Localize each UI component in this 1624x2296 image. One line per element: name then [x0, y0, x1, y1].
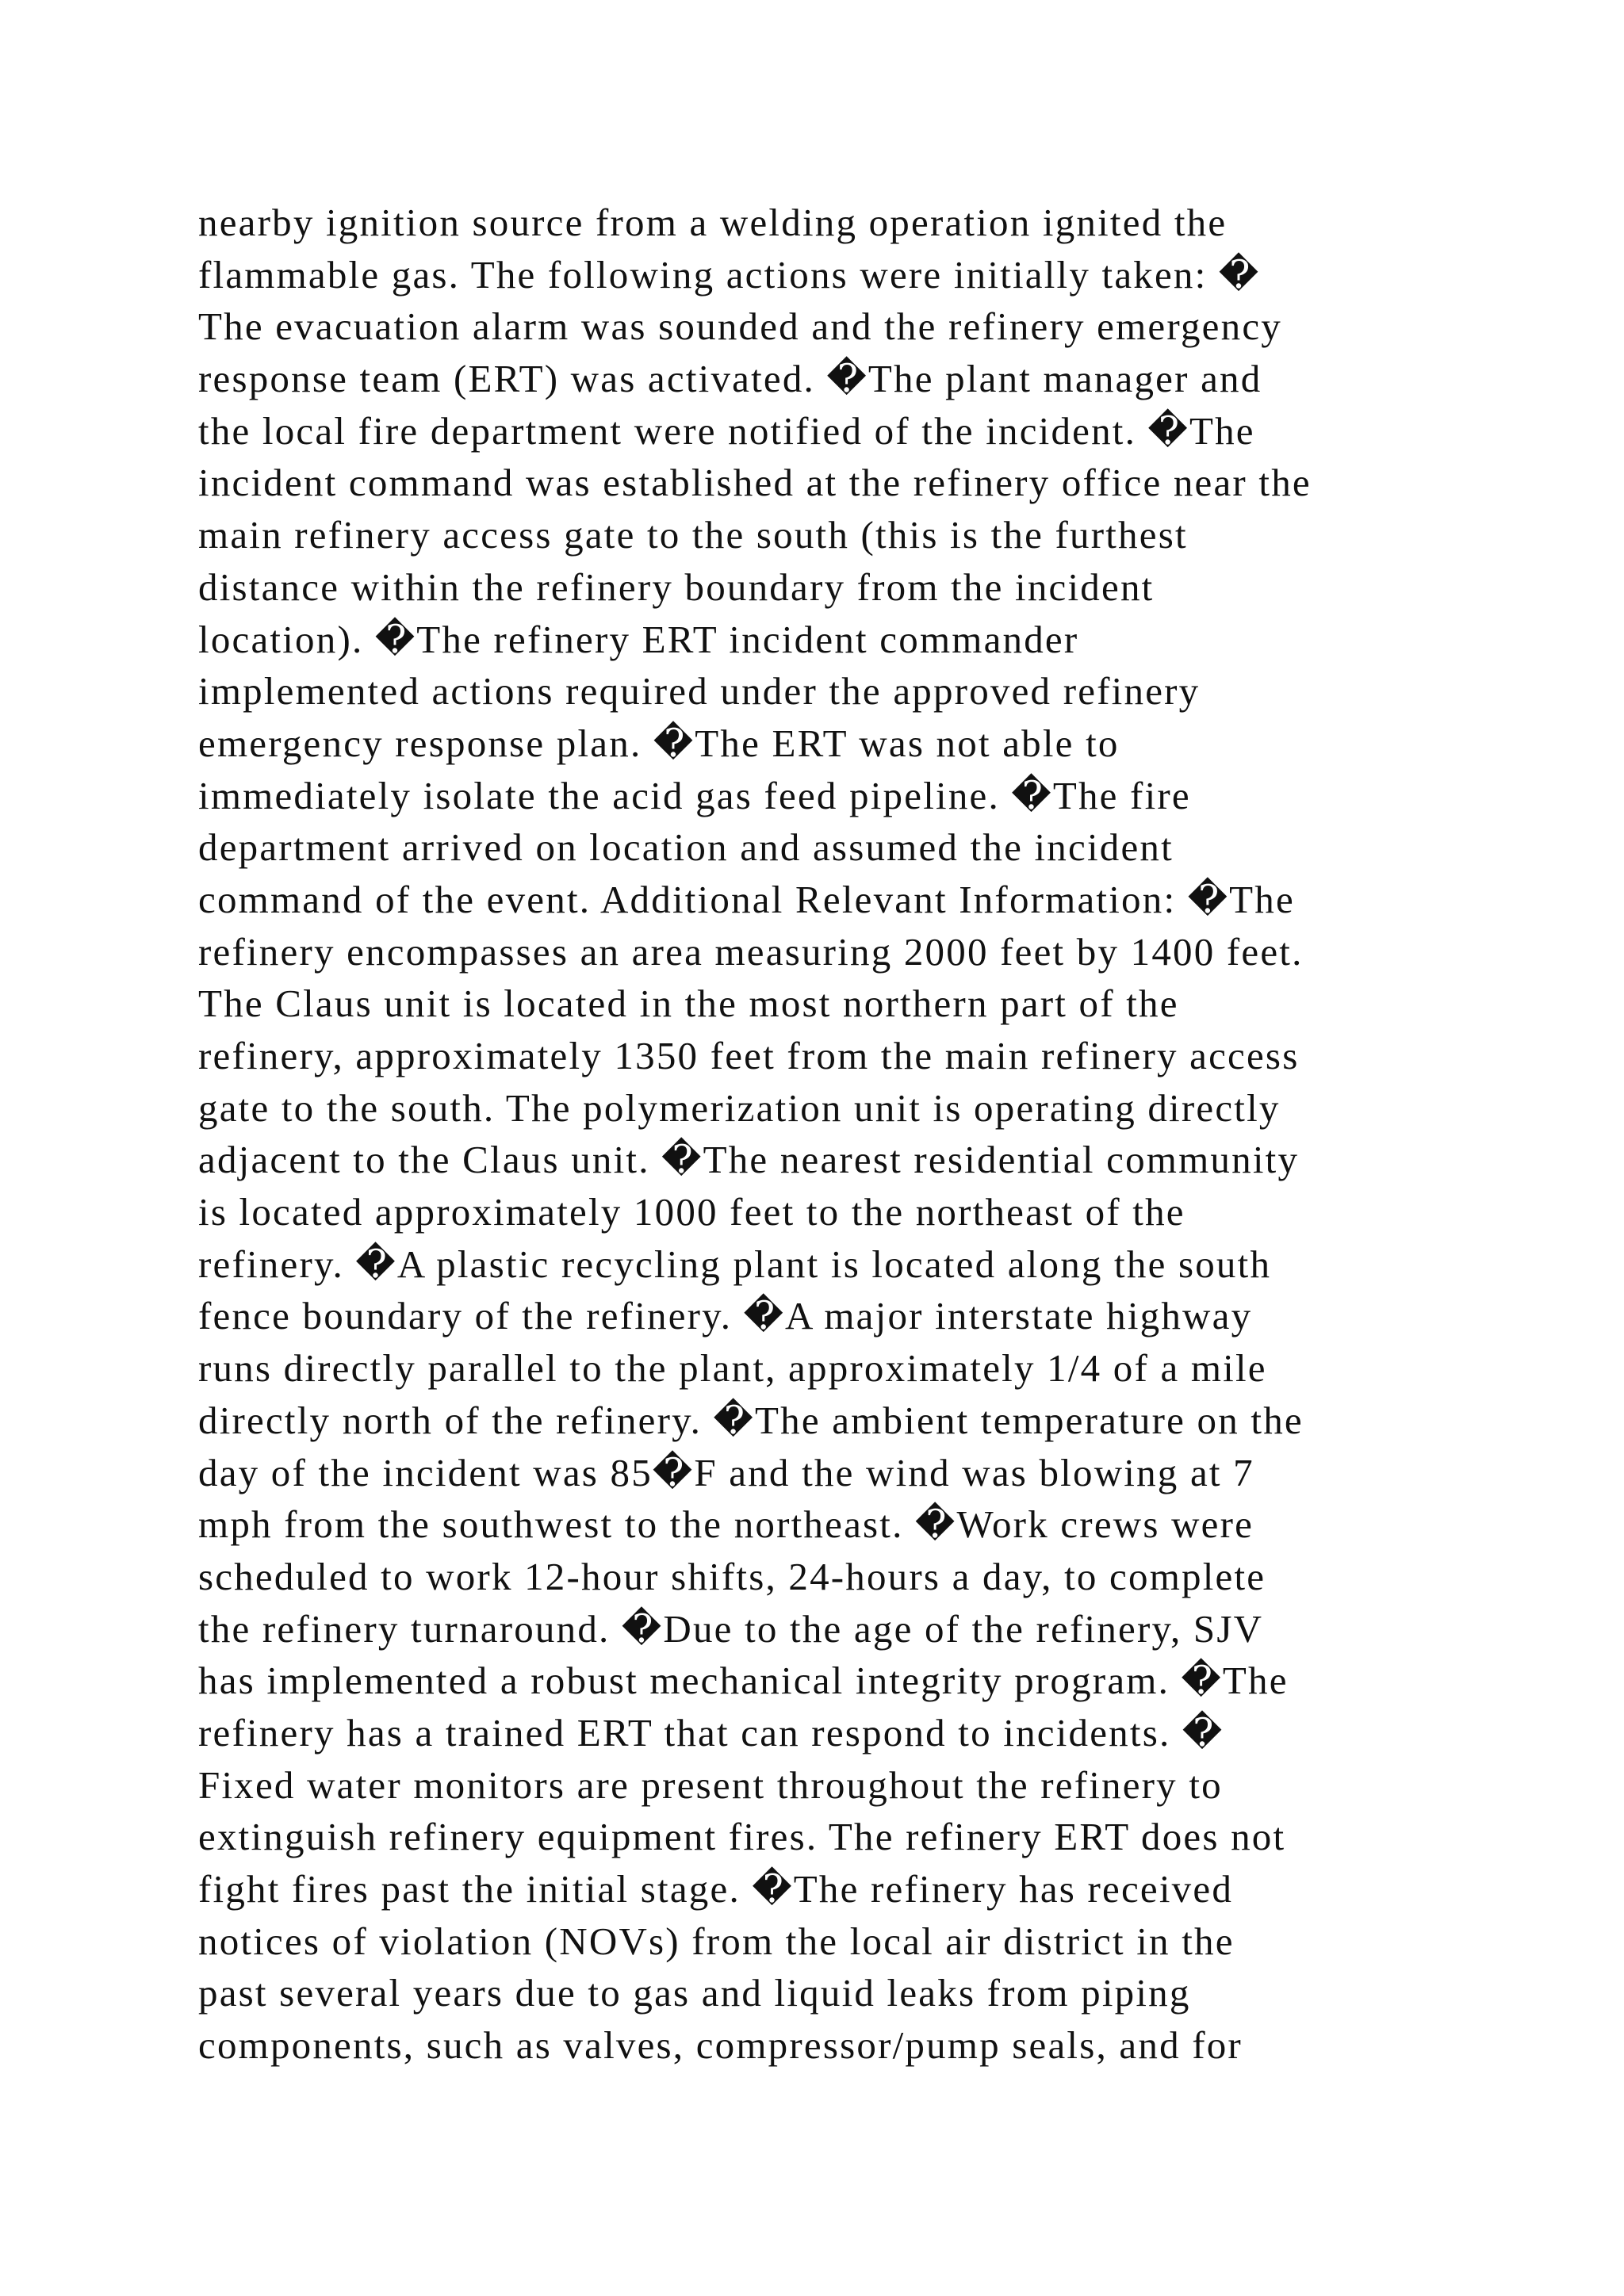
- text-line-31: Fixed water monitors are present throughout the refinery to: [198, 1762, 1223, 1807]
- text-line-33: fight fires past the initial stage. �The refinery has received: [198, 1867, 1234, 1911]
- text-line-6: incident command was established at the refinery office near the: [198, 461, 1312, 505]
- text-line-26: mph from the southwest to the northeast. �Work crews were: [198, 1502, 1254, 1547]
- text-line-18: gate to the south. The polymerization unit is operating directly: [198, 1085, 1281, 1130]
- text-line-9: location). �The refinery ERT incident commander: [198, 617, 1079, 661]
- text-line-15: refinery encompasses an area measuring 2000 feet by 1400 feet.: [198, 929, 1304, 974]
- text-line-24: directly north of the refinery. �The ambient temperature on the: [198, 1398, 1304, 1442]
- text-line-30: refinery has a trained ERT that can respond to incidents. �: [198, 1710, 1224, 1755]
- text-line-35: past several years due to gas and liquid leaks from piping: [198, 1971, 1191, 2015]
- text-line-2: flammable gas. The following actions were initially taken: �: [198, 252, 1261, 297]
- text-line-16: The Claus unit is located in the most northern part of the: [198, 982, 1179, 1026]
- text-line-34: notices of violation (NOVs) from the local air district in the: [198, 1919, 1235, 1963]
- text-line-5: the local fire department were notified of the incident. �The: [198, 408, 1255, 453]
- text-line-12: immediately isolate the acid gas feed pipeline. �The fire: [198, 773, 1191, 817]
- text-line-21: refinery. �A plastic recycling plant is located along the south: [198, 1242, 1272, 1286]
- text-line-22: fence boundary of the refinery. �A major interstate highway: [198, 1294, 1253, 1338]
- text-line-28: the refinery turnaround. �Due to the age of the refinery, SJV: [198, 1606, 1264, 1651]
- text-line-11: emergency response plan. �The ERT was not able to: [198, 721, 1120, 765]
- text-line-4: response team (ERT) was activated. �The plant manager and: [198, 357, 1262, 401]
- text-line-29: has implemented a robust mechanical integrity program. �The: [198, 1659, 1289, 1703]
- text-line-10: implemented actions required under the approved refinery: [198, 669, 1201, 714]
- text-line-3: The evacuation alarm was sounded and the refinery emergency: [198, 304, 1282, 349]
- text-line-19: adjacent to the Claus unit. �The nearest residential community: [198, 1138, 1300, 1182]
- text-line-27: scheduled to work 12-hour shifts, 24-hours a day, to complete: [198, 1554, 1266, 1598]
- text-line-8: distance within the refinery boundary from the incident: [198, 564, 1155, 609]
- text-line-25: day of the incident was 85�F and the wind was blowing at 7: [198, 1450, 1254, 1494]
- body-text: [198, 197, 1499, 2072]
- text-line-36: components, such as valves, compressor/pump seals, and for: [198, 2023, 1243, 2068]
- text-line-17: refinery, approximately 1350 feet from the main refinery access: [198, 1034, 1300, 1077]
- text-line-13: department arrived on location and assumed the incident: [198, 825, 1174, 870]
- text-line-1: nearby ignition source from a welding operation ignited the: [198, 201, 1228, 244]
- text-line-14: command of the event. Additional Relevant Information: �The: [198, 877, 1295, 921]
- text-line-32: extinguish refinery equipment fires. The refinery ERT does not: [198, 1815, 1286, 1859]
- text-line-7: main refinery access gate to the south (this is the furthest: [198, 513, 1188, 557]
- text-line-20: is located approximately 1000 feet to the northeast of the: [198, 1190, 1185, 1234]
- text-line-23: runs directly parallel to the plant, approximately 1/4 of a mile: [198, 1346, 1267, 1391]
